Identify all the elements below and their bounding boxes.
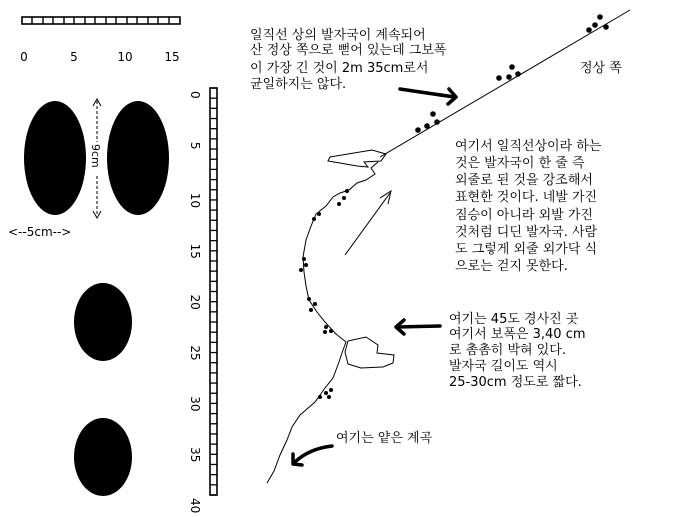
rock-outline [328,150,386,167]
footprint-left [24,101,86,215]
footprint-middle [74,283,132,361]
footprint-height-dimension [89,99,102,218]
footprint-width-label: <--5cm--> [8,225,72,239]
ruler-label: 10 [188,192,202,209]
top-note-line: 산 정상 쪽으로 뻗어 있는데 그보폭 [250,43,447,58]
pointer-arrow-valley [293,446,332,465]
vertical-ruler [188,88,217,513]
valley-label: 여기는 얕은 계곡 [336,431,433,446]
ruler-label: 5 [188,141,202,150]
middle-note-line: 것처럼 디딘 발자국. 사람 [455,225,598,240]
ruler-label: 25 [188,345,202,361]
top-note-line: 균일하지는 않다. [250,77,347,92]
ruler-label: 0 [188,91,202,99]
ruler-label: 30 [188,396,202,412]
middle-note-line: 표현한 것이다. 네발 가진 [455,190,598,205]
footprint-right [107,101,169,215]
middle-note-line: 도 그렇게 외줄 외가닥 식 [455,242,598,257]
top-note [250,27,447,92]
pointer-arrow-top [400,89,456,104]
slope-note-line: 여기는 45도 경사진 곳 [449,312,579,327]
slope-outline [345,337,394,368]
scale-bar [20,17,180,64]
ruler-label: 15 [188,243,202,259]
middle-note [455,138,602,274]
scale-label-10: 10 [117,50,133,64]
slope-note-line: 발자국 길이도 역시 [449,359,558,374]
ruler-label: 20 [188,294,202,310]
ruler-label: 40 [188,498,202,514]
top-note-line: 일직선 상의 발자국이 계속되어 [250,28,426,43]
middle-note-line: 것은 발자국이 한 줄 즉 [455,156,585,171]
middle-note-line: 여기서 일직선상이라 하는 [455,139,602,154]
pointer-arrow-slope [396,320,440,334]
summit-label: 정상 쪽 [580,61,622,76]
footprint-bottom [74,418,132,496]
middle-note-line: 외줄로 된 것을 강조해서 [455,173,593,188]
scale-label-5: 5 [70,50,78,64]
direction-arrow [345,191,391,255]
top-note-line: 이 가장 긴 것이 2m 35cm로서 [250,61,429,76]
scale-label-15: 15 [164,50,180,64]
scale-label-0: 0 [20,50,28,64]
slope-note-line: 25-30cm 정도로 짧다. [449,375,582,390]
footprint-height-label: 9cm [89,144,102,168]
middle-note-line: 으로는 걷지 못한다. [455,259,568,274]
middle-note-line: 짐승이 아니라 외발 가진 [455,208,593,223]
ruler-label: 35 [188,447,202,463]
slope-note-line: 로 촘촘히 박혀 있다. [449,343,566,358]
slope-note-line: 여기서 보폭은 3,40 cm [449,327,586,342]
slope-note [449,311,586,390]
